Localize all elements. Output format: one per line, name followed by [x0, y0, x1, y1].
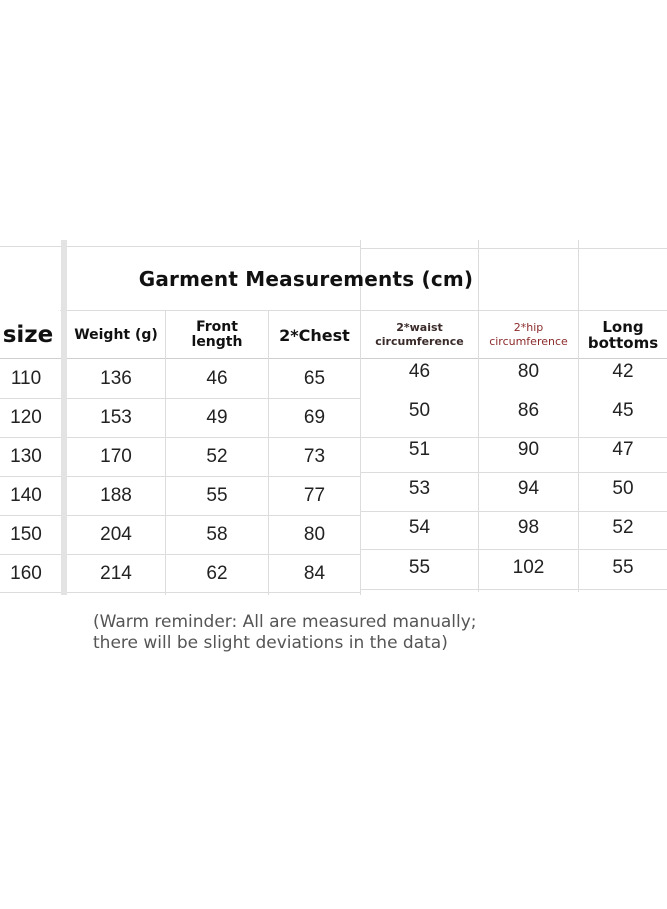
cell-weight: 204 — [100, 524, 132, 545]
measurement-table — [0, 240, 667, 600]
cell-hip: 90 — [517, 439, 540, 460]
header-hip — [479, 312, 578, 358]
header-waist — [361, 312, 478, 358]
cell-hip: 86 — [517, 400, 540, 421]
header-size: size — [2, 322, 54, 348]
header-front-length — [166, 312, 268, 358]
cell-waist: 55 — [408, 557, 431, 578]
cell-hip: 80 — [517, 361, 540, 382]
header-waist-line1: 2*waist — [396, 321, 443, 334]
cell-waist: 50 — [408, 400, 431, 421]
cell-front-length: 52 — [206, 446, 228, 467]
warm-reminder-note — [93, 612, 613, 654]
cell-size: 110 — [10, 368, 42, 389]
cell-front-length: 58 — [206, 524, 228, 545]
header-long-line1: Long — [602, 318, 644, 336]
cell-long-bottoms: 47 — [612, 439, 634, 460]
cell-front-length: 46 — [206, 368, 228, 389]
grid-line — [360, 248, 667, 249]
header-front-line1: Front — [196, 319, 238, 335]
cell-long-bottoms: 45 — [612, 400, 634, 421]
cell-weight: 153 — [100, 407, 132, 428]
cell-hip: 102 — [512, 557, 545, 578]
cell-size: 130 — [10, 446, 42, 467]
cell-long-bottoms: 50 — [612, 478, 634, 499]
grid-line — [0, 246, 360, 247]
cell-size: 140 — [10, 485, 42, 506]
cell-long-bottoms: 52 — [612, 517, 634, 538]
cell-weight: 170 — [100, 446, 132, 467]
cell-chest: 65 — [303, 368, 326, 389]
cell-chest: 69 — [303, 407, 326, 428]
cell-chest: 80 — [303, 524, 326, 545]
cell-chest: 84 — [303, 563, 326, 584]
grid-line — [360, 589, 667, 590]
note-line-2: there will be slight deviations in the data) — [93, 633, 448, 653]
header-chest: 2*Chest — [279, 325, 350, 345]
cell-chest: 77 — [303, 485, 326, 506]
cell-size: 120 — [10, 407, 42, 428]
cell-weight: 214 — [100, 563, 132, 584]
cell-weight: 136 — [100, 368, 132, 389]
cell-waist: 53 — [408, 478, 431, 499]
cell-waist: 54 — [408, 517, 431, 538]
note-line-1: (Warm reminder: All are measured manually; — [93, 612, 477, 632]
cell-size: 160 — [10, 563, 42, 584]
header-hip-line1: 2*hip — [513, 321, 544, 334]
cell-front-length: 62 — [206, 563, 228, 584]
cell-front-length: 49 — [206, 407, 228, 428]
table-title: Garment Measurements (cm) — [138, 267, 474, 291]
header-hip-line2: circumference — [489, 335, 568, 348]
cell-waist: 46 — [408, 361, 431, 382]
cell-hip: 98 — [517, 517, 540, 538]
cell-long-bottoms: 42 — [612, 361, 634, 382]
cell-long-bottoms: 55 — [612, 557, 634, 578]
cell-weight: 188 — [100, 485, 132, 506]
grid-line — [60, 310, 667, 311]
cell-waist: 51 — [408, 439, 431, 460]
header-waist-line2: circumference — [375, 335, 464, 348]
header-long-bottoms — [579, 312, 667, 358]
header-weight: Weight (g) — [74, 327, 158, 343]
header-long-line2: bottoms — [587, 334, 659, 352]
cell-front-length: 55 — [206, 485, 228, 506]
header-front-line2: length — [191, 334, 243, 350]
cell-size: 150 — [10, 524, 42, 545]
cell-chest: 73 — [303, 446, 326, 467]
cell-hip: 94 — [517, 478, 540, 499]
